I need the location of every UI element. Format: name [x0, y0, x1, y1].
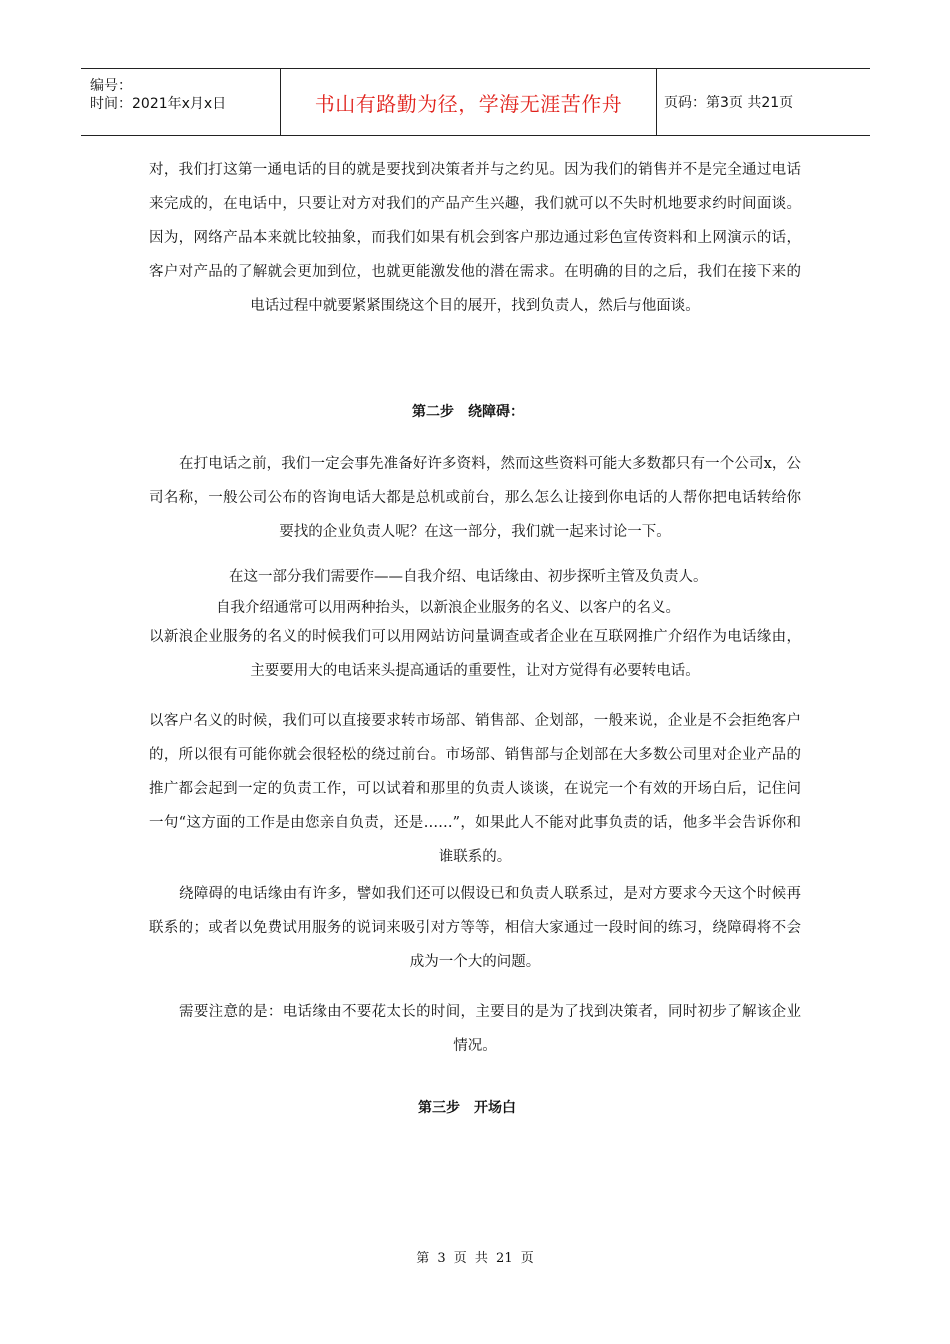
paragraph-sina-name: 以新浪企业服务的名义的时候我们可以用网站访问量调查或者企业在互联网推广介绍作为电话缘由，主要要用大的电话来头提高通话的重要性，让对方觉得有必要转电话。	[149, 629, 801, 679]
header-motto: 书山有路勤为径，学海无涯苦作舟	[281, 69, 657, 135]
header-meta	[81, 69, 281, 135]
section-heading-step3: 第三步 开场白	[418, 1100, 516, 1116]
header-page-info: 页码：第3页 共21页	[664, 95, 794, 111]
text-self-intro-topics: 在这一部分我们需要作——自我介绍、电话缘由、初步探听主管及负责人。	[229, 569, 708, 585]
date-line: 时间：2021年x月x日	[90, 96, 227, 112]
text-two-titles: 自我介绍通常可以用两种抬头，以新浪企业服务的名义、以客户的名义。	[216, 600, 680, 616]
serial-label: 编号：	[90, 78, 132, 94]
paragraph-bypass-reasons: 绕障碍的电话缘由有许多，譬如我们还可以假设已和负责人联系过，是对方要求今天这个时候再联系的；或者以免费试用服务的说词来吸引对方等等，相信大家通过一段时间的练习，绕障碍将不会成为一个大的问题。	[149, 886, 801, 970]
section-heading-step2: 第二步 绕障碍：	[412, 404, 524, 420]
paragraph-before-calling: 在打电话之前，我们一定会事先准备好许多资料，然而这些资料可能大多数都只有一个公司x，公司名称，一般公司公布的咨询电话大都是总机或前台，那么怎么让接到你电话的人帮你把电话转给你要找的企业负责人呢？在这一部分，我们就一起来讨论一下。	[149, 456, 801, 540]
paragraph-purpose: 对，我们打这第一通电话的目的就是要找到决策者并与之约见。因为我们的销售并不是完全通过电话来完成的，在电话中，只要让对方对我们的产品产生兴趣，我们就可以不失时机地要求约时间面谈。因为，网络产品本来就比较抽象，而我们如果有机会到客户那边通过彩色宣传资料和上网演示的话，客户对产品的了解就会更加到位，也就更能激发他的潜在需求。在明确的目的之后，我们在接下来的电话过程中就要紧紧围绕这个目的展开，找到负责人，然后与他面谈。	[149, 162, 801, 314]
paragraph-note: 需要注意的是：电话缘由不要花太长的时间，主要目的是为了找到决策者，同时初步了解该企业情况。	[179, 1004, 801, 1054]
page-header	[81, 68, 870, 136]
paragraph-client-name: 以客户名义的时候，我们可以直接要求转市场部、销售部、企划部，一般来说，企业是不会拒绝客户的，所以很有可能你就会很轻松的绕过前台。市场部、销售部与企划部在大多数公司里对企业产品的推广都会起到一定的负责工作，可以试着和那里的负责人谈谈，在说完一个有效的开场白后，记住问一句“这方面的工作是由您亲自负责，还是……”，如果此人不能对此事负责的话，他多半会告诉你和谁联系的。	[149, 713, 801, 865]
page-footer: 第 3 页 共 21 页	[416, 1251, 534, 1266]
